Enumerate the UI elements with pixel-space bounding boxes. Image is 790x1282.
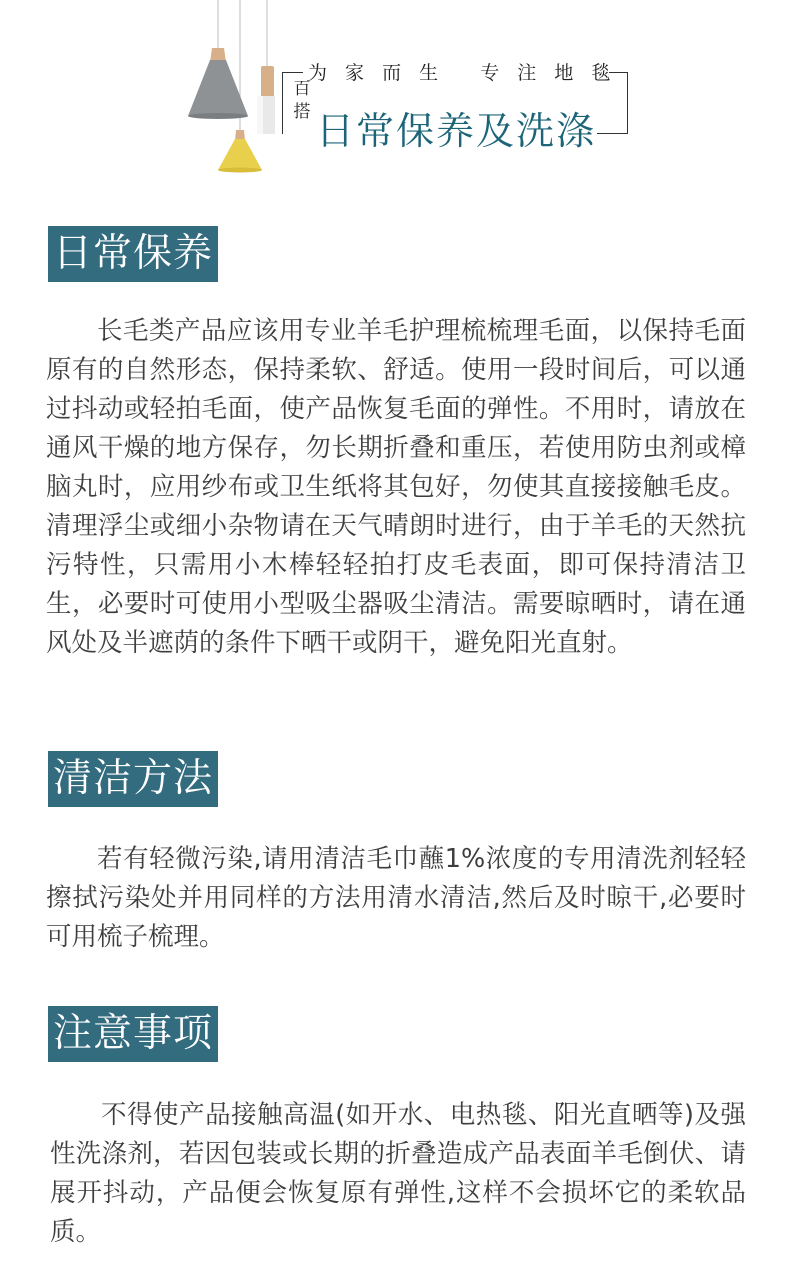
pendant-lamps-illustration: [0, 0, 300, 180]
section-body-cleaning-method: 若有轻微污染,请用清洁毛巾蘸1%浓度的专用清洗剂轻轻擦拭污染处并用同样的方法用清水清洁,然后及时晾干,必要时可用梳子梳理。: [46, 844, 746, 952]
frame-line: [283, 72, 303, 73]
gray-cone-lamp-icon: [188, 48, 248, 119]
page-title: 日常保养及洗涤: [316, 109, 597, 153]
cylinder-lamp-icon: [257, 66, 275, 134]
section-heading-precautions: 注意事项: [48, 1006, 218, 1062]
brand-slogan: 为 家 而 生 专 注 地 毯: [308, 62, 617, 84]
side-label: 百搭: [293, 79, 311, 122]
section-body-precautions: 不得使产品接触高温(如开水、电热毯、阳光直晒等)及强性洗涤剂，若因包装或长期的折叠造成产品表面羊毛倒伏、请展开抖动，产品便会恢复原有弹性,这样不会损坏它的柔软品质。: [50, 1100, 746, 1247]
section-heading-daily-care: 日常保养: [48, 226, 218, 282]
frame-line: [597, 133, 627, 134]
section-heading-cleaning-method: 清洁方法: [48, 751, 218, 807]
yellow-cone-lamp-icon: [218, 130, 262, 173]
section-body-daily-care: 长毛类产品应该用专业羊毛护理梳梳理毛面，以保持毛面原有的自然形态，保持柔软、舒适。使用一段时间后，可以通过抖动或轻拍毛面，使产品恢复毛面的弹性。不用时，请放在通风干燥的地方保存，勿长期折叠和重压，若使用防虫剂或樟脑丸时，应用纱布或卫生纸将其包好，勿使其直接接触毛皮。清理浮尘或细小杂物请在天气晴朗时进行，由于羊毛的天然抗污特性，只需用小木棒轻轻拍打皮毛表面，即可保持清洁卫生，必要时可使用小型吸尘器吸尘清洁。需要晾晒时，请在通风处及半遮荫的条件下晒干或阴干，避免阳光直射。: [46, 316, 746, 658]
